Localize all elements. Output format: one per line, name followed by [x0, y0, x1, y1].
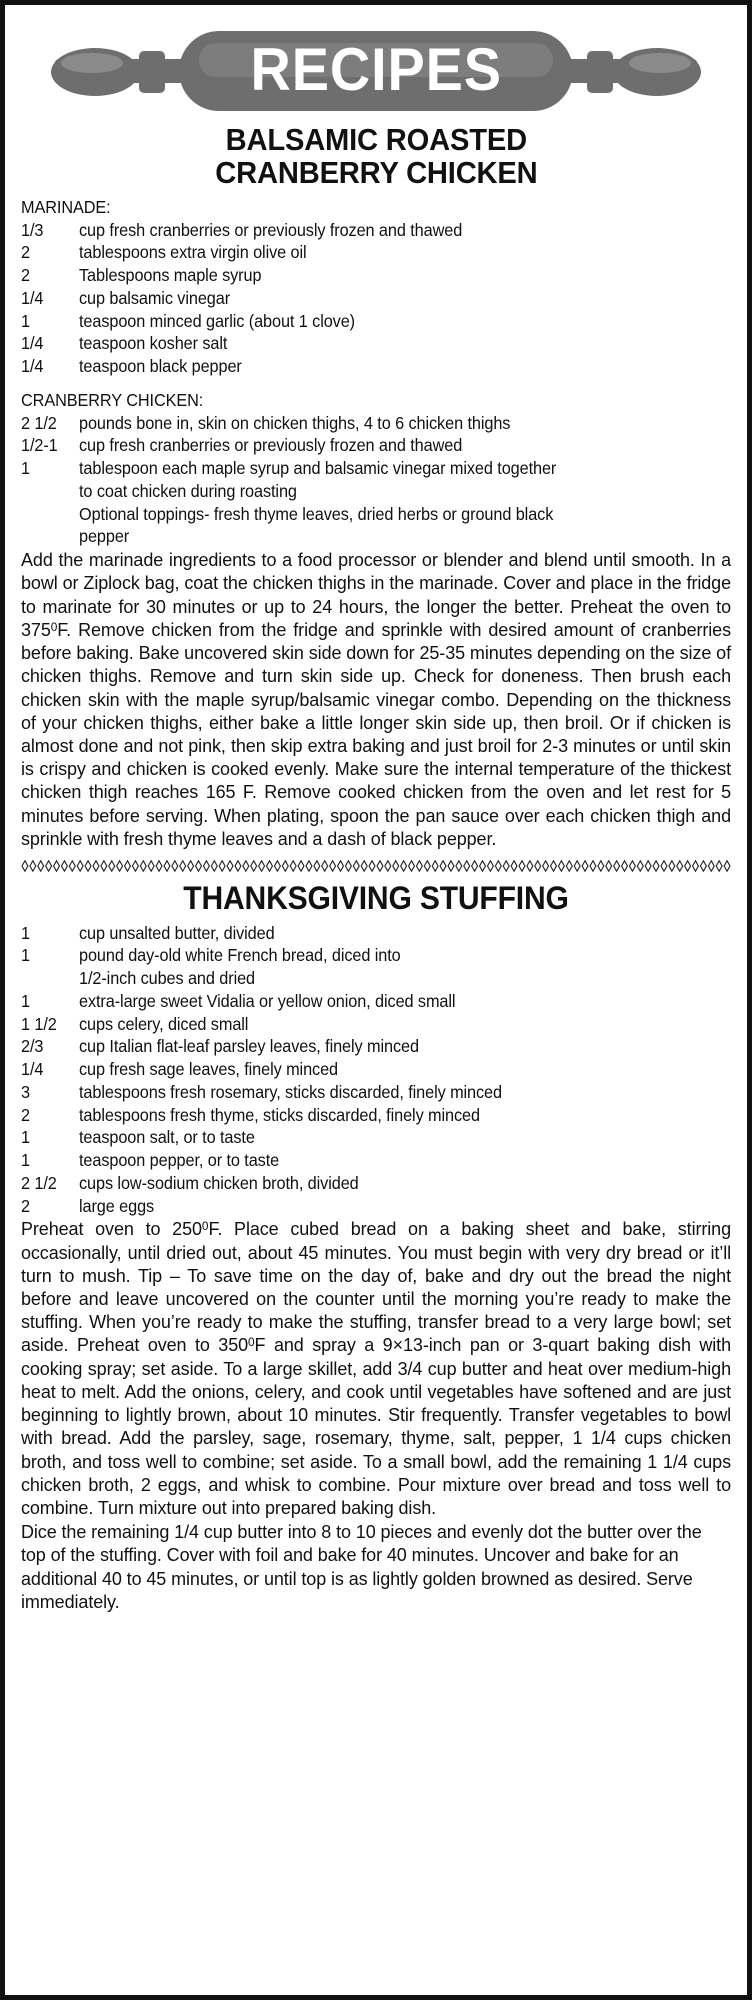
method-text-part-1: Add the marinade ingredients to a food processor or blender and blend until smooth. In a bowl or Ziplock bag, coat the chicken thighs in the marinade. Cover and place in the fridge to marinate for 30 minutes or up to 24 hours, the longer the better. Preheat the oven to 375	[21, 550, 731, 640]
ingredient-item	[21, 241, 731, 264]
ingredient-text: cup fresh sage leaves, finely minced	[79, 1059, 339, 1080]
ingredient-item	[21, 990, 731, 1013]
ingredient-text: large eggs	[79, 1195, 155, 1216]
ingredient-qty: 1/4	[21, 1059, 44, 1080]
ingredient-qty: 1	[21, 458, 30, 479]
ingredient-item	[21, 219, 731, 242]
page-content	[5, 5, 747, 1995]
ingredient-qty: 2	[21, 242, 30, 263]
ingredient-item-continuation	[21, 480, 731, 503]
ingredient-item	[21, 944, 731, 967]
recipe-method-chicken	[21, 549, 731, 851]
ingredient-item	[21, 1104, 731, 1127]
ingredient-item-continuation	[21, 967, 731, 990]
ingredient-item	[21, 287, 731, 310]
ingredient-text: cup unsalted butter, divided	[79, 922, 275, 943]
ingredient-text: tablespoons fresh rosemary, sticks discarded, finely minced	[79, 1081, 502, 1102]
ingredient-item	[21, 1081, 731, 1104]
ingredient-item	[21, 332, 731, 355]
ingredient-item	[21, 1126, 731, 1149]
masthead-title	[21, 35, 731, 103]
recipe-title-chicken-line2: CRANBERRY CHICKEN	[214, 155, 538, 191]
method-text-part-2: F. Place cubed bread on a baking sheet and bake, stirring occasionally, until dried out, about 45 minutes. You must begin with very dry bread or it’ll turn to mush. Tip – To save time on the day of, bake and dry out the bread the night before and leave uncovered on the counter until the morning you’re ready to make the stuffing. When you’re ready to make the stuffing, transfer bread to a very large bowl; set aside. Preheat oven to 350	[21, 1219, 731, 1356]
ingredient-qty: 2 1/2	[21, 412, 57, 433]
method-text-part-3: F and spray a 9×13-inch pan or 3-quart baking dish with cooking spray; set aside. To a large skillet, add 3/4 cup butter and heat over medium-high heat to melt. Add the onions, celery, and cook until vegetables have softened and are just beginning to lightly brown, about 10 minutes. Stir frequently. Transfer vegetables to bowl with bread. Add the parsley, sage, rosemary, thyme, salt, pepper, 1 1/4 cups chicken broth, and toss well to combine; set aside. To a small bowl, add the remaining 1 1/4 cups chicken broth, 2 eggs, and whisk to combine. Pour mixture over bread and toss well to combine. Turn mixture out into prepared baking dish.	[21, 1335, 731, 1518]
recipe-title-stuffing: THANKSGIVING STUFFING	[183, 880, 569, 917]
spacer	[21, 378, 731, 389]
ingredient-qty: 2	[21, 1195, 30, 1216]
diamond-chain-divider-icon	[21, 859, 731, 873]
ingredient-qty: 2/3	[21, 1036, 44, 1057]
ingredient-text: cup fresh cranberries or previously frozen and thawed	[79, 219, 463, 240]
recipe-method-stuffing-part-b	[21, 1521, 731, 1614]
ingredient-text: to coat chicken during roasting	[79, 480, 297, 501]
ingredient-qty: 3	[21, 1081, 30, 1102]
ingredient-text: teaspoon black pepper	[79, 356, 242, 377]
ingredient-text: tablespoons extra virgin olive oil	[79, 242, 307, 263]
ingredient-text: teaspoon pepper, or to taste	[79, 1150, 280, 1171]
ingredient-text: teaspoon salt, or to taste	[79, 1127, 255, 1148]
ingredient-text: teaspoon kosher salt	[79, 333, 228, 354]
degree-symbol: 0	[248, 1335, 255, 1350]
ingredient-qty: 1	[21, 990, 30, 1011]
ingredient-text: extra-large sweet Vidalia or yellow onion, diced small	[79, 990, 456, 1011]
ingredient-item	[21, 355, 731, 378]
method-text-part-1: Preheat oven to 250	[21, 1219, 202, 1240]
method-text-part-2: F. Remove chicken from the fridge and sprinkle with desired amount of cranberries before baking. Bake uncovered skin side down for 25-35 minutes depending on the size of chicken thighs. Remove and turn skin side up. Check for doneness. Then brush each chicken skin with the maple syrup/balsamic vinegar combo. Depending on the thickness of your chicken thighs, either bake a little longer skin side up, then broil. Or if chicken is almost done and not pink, then skip extra baking and just broil for 2-3 minutes or until skin is crispy and chicken is cooked evenly. Make sure the internal temperature of the thickest chicken thigh reaches 165 F. Remove cooked chicken from the oven and let rest for 5 minutes before serving. When plating, spoon the pan sauce over each chicken thigh and sprinkle with fresh thyme leaves and a dash of black pepper.	[21, 619, 731, 849]
ingredient-text: teaspoon minced garlic (about 1 clove)	[79, 310, 356, 331]
ingredient-text: Tablespoons maple syrup	[79, 265, 262, 286]
ingredient-item	[21, 1058, 731, 1081]
ingredient-text: pepper	[79, 526, 130, 547]
ingredient-list-cranberry-chicken	[21, 412, 731, 549]
recipe-title-chicken	[21, 123, 731, 190]
ingredient-item	[21, 1013, 731, 1036]
ingredient-qty: 2	[21, 1104, 30, 1125]
ingredient-text: cups low-sodium chicken broth, divided	[79, 1172, 359, 1193]
ingredient-item	[21, 457, 731, 480]
ingredient-item	[21, 264, 731, 287]
ingredient-text: cup balsamic vinegar	[79, 287, 231, 308]
ingredient-qty: 1/4	[21, 287, 44, 308]
ingredient-qty: 1 1/2	[21, 1013, 57, 1034]
ingredient-item	[21, 1035, 731, 1058]
ingredient-text: Optional toppings- fresh thyme leaves, dried herbs or ground black	[79, 503, 554, 524]
ingredient-text: pounds bone in, skin on chicken thighs, 4 to 6 chicken thighs	[79, 412, 511, 433]
recipe-method-stuffing-part-a	[21, 1218, 731, 1520]
ingredient-item-continuation	[21, 503, 731, 526]
ingredient-group-label-marinade: MARINADE:	[21, 196, 111, 217]
ingredient-qty: 1	[21, 1127, 30, 1148]
ingredient-qty: 1/4	[21, 333, 44, 354]
masthead-banner	[21, 23, 731, 119]
ingredient-item-continuation	[21, 525, 731, 548]
ingredient-qty: 1/2-1	[21, 435, 58, 456]
masthead-title-text: RECIPES	[250, 35, 502, 103]
ingredient-group-label-cranberry-chicken: CRANBERRY CHICKEN:	[21, 389, 204, 410]
ingredient-qty: 1	[21, 310, 30, 331]
ingredient-item	[21, 412, 731, 435]
ingredient-text: cup fresh cranberries or previously frozen and thawed	[79, 435, 463, 456]
ingredient-item	[21, 1149, 731, 1172]
ingredient-qty: 1/3	[21, 219, 44, 240]
degree-symbol: 0	[201, 1219, 209, 1234]
ingredient-text: tablespoons fresh thyme, sticks discarded, finely minced	[79, 1104, 480, 1125]
ingredient-text: cup Italian flat-leaf parsley leaves, finely minced	[79, 1036, 419, 1057]
ingredient-item	[21, 434, 731, 457]
recipe-title-chicken-line1: BALSAMIC ROASTED	[225, 122, 527, 157]
ingredient-text: 1/2-inch cubes and dried	[79, 968, 256, 989]
ingredient-qty: 2 1/2	[21, 1172, 57, 1193]
ingredient-text: tablespoon each maple syrup and balsamic vinegar mixed together	[79, 458, 557, 479]
ingredient-list-stuffing	[21, 922, 731, 1218]
ingredient-text: pound day-old white French bread, diced into	[79, 945, 401, 966]
ingredient-item	[21, 1172, 731, 1195]
decorative-divider	[21, 859, 731, 875]
ingredient-item	[21, 1195, 731, 1218]
ingredient-item	[21, 310, 731, 333]
ingredient-qty: 1	[21, 945, 30, 966]
degree-symbol: 0	[50, 619, 58, 634]
ingredient-qty: 1/4	[21, 356, 44, 377]
ingredient-qty: 2	[21, 265, 30, 286]
ingredient-qty: 1	[21, 1150, 30, 1171]
ingredient-list-marinade	[21, 219, 731, 378]
ingredient-qty: 1	[21, 922, 30, 943]
ingredient-text: cups celery, diced small	[79, 1013, 249, 1034]
method-text: Dice the remaining 1/4 cup butter into 8 to 10 pieces and evenly dot the butter over the top of the stuffing. Cover with foil and bake for 40 minutes. Uncover and bake for an additional 40 to 45 minutes, or until top is as lightly golden browned as desired. Serve immediately.	[21, 1522, 702, 1612]
ingredient-item	[21, 922, 731, 945]
